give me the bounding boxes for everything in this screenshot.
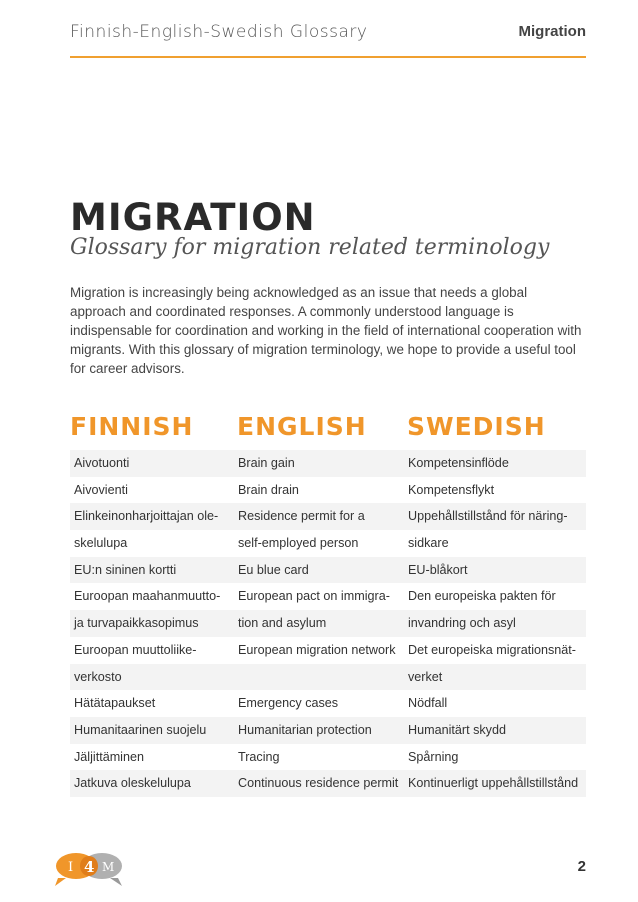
swedish-term: Kontinuerligt uppehållstillstånd [408,776,579,791]
swedish-term: Humanitärt skydd [408,722,506,737]
table-row [70,664,586,691]
english-term: Brain drain [238,482,299,497]
table-row [70,583,586,610]
english-term: European migration network [238,642,396,657]
swedish-term: Spårning [408,749,459,764]
page-number: 2 [577,858,586,875]
english-term: self-employed person [238,536,359,551]
english-term: Humanitarian protection [238,722,372,737]
english-term: Tracing [238,749,280,764]
swedish-term: Det europeiska migrationsnät- [408,642,576,657]
swedish-term: Den europeiska pakten för [408,589,556,604]
swedish-term: sidkare [408,536,449,551]
swedish-term: verket [408,669,443,684]
english-term: Continuous residence permit [238,776,399,791]
column-header-swedish: SWEDISH [407,412,546,441]
english-term: tion and asylum [238,616,327,631]
glossary-table [70,450,586,797]
section-title: Migration [518,23,586,40]
finnish-term: Hätätapaukset [74,696,156,711]
logo-letter-4: 4 [84,858,95,876]
table-row [70,717,586,744]
english-term: Emergency cases [238,696,339,711]
table-row [70,690,586,717]
intro-paragraph: Migration is increasingly being acknowledged as an issue that needs a global approach and coordinated responses. A commonly understood language is indispensable for coordination and working in the field of international cooperation with migrants. With this glossary of migration terminology, we hope to provide a useful tool for career advisors. [70,285,582,376]
english-term: Brain gain [238,456,295,470]
page-header [70,20,586,58]
finnish-term: Elinkeinonharjoittajan ole- [74,509,219,524]
swedish-term: EU-blåkort [408,562,468,577]
finnish-term: Euroopan maahanmuutto- [74,589,221,604]
finnish-term: verkosto [74,669,122,684]
page-title: MIGRATION [70,196,316,239]
table-row [70,610,586,637]
logo-letter-i: I [68,860,74,875]
finnish-term: Aivovienti [74,482,128,497]
column-header-finnish: FINNISH [70,412,194,441]
finnish-term: Humanitaarinen suojelu [74,722,207,737]
swedish-term: Uppehållstillstånd för näring- [408,509,568,524]
i4m-logo [52,848,126,888]
table-row [70,477,586,504]
table-row [70,637,586,664]
english-term: Residence permit for a [238,509,365,524]
swedish-term: Kompetensflykt [408,482,495,497]
swedish-term: Nödfall [408,696,448,711]
english-term: Eu blue card [238,562,309,577]
document-title: Finnish-English-Swedish Glossary [70,22,368,42]
table-row [70,557,586,584]
column-headers [70,412,586,446]
finnish-term: Euroopan muuttoliike- [74,642,197,657]
english-term: European pact on immigra- [238,589,390,604]
logo-letter-m: M [102,860,115,874]
finnish-term: EU:n sininen kortti [74,562,177,577]
swedish-term: Kompetensinflöde [408,456,509,470]
finnish-term: ja turvapaikkasopimus [74,616,199,631]
finnish-term: Jatkuva oleskelulupa [74,776,191,791]
table-row [70,503,586,530]
finnish-term: Jäljittäminen [74,749,144,764]
table-row [70,530,586,557]
table-row [70,770,586,797]
page-subtitle: Glossary for migration related terminology [70,235,550,260]
swedish-term: invandring och asyl [408,616,516,631]
finnish-term: skelulupa [74,536,128,551]
table-row [70,450,586,477]
column-header-english: ENGLISH [237,412,367,441]
table-row [70,744,586,771]
speech-bubbles-icon [52,848,126,888]
finnish-term: Aivotuonti [74,456,130,470]
